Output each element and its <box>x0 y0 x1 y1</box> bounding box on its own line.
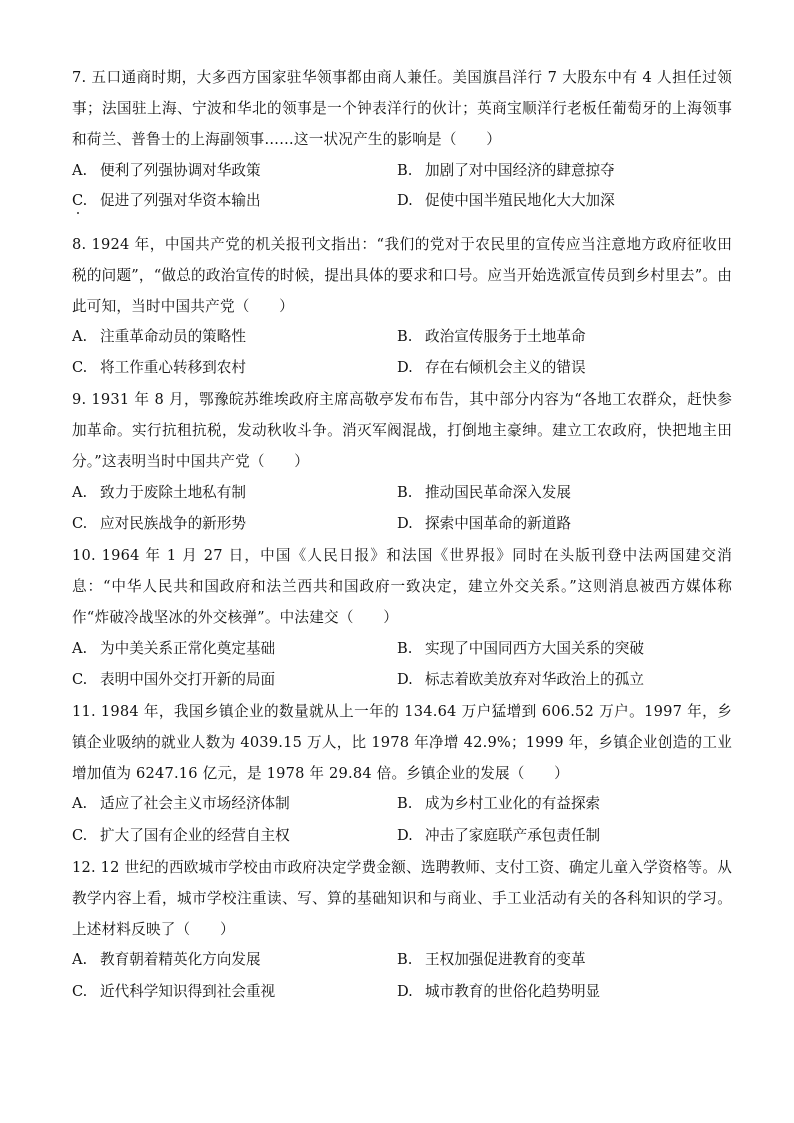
question-12-option-a[interactable] <box>72 950 261 970</box>
option-text: 探索中国革命的新道路 <box>425 515 571 532</box>
option-text: 表明中国外交打开新的局面 <box>100 671 276 688</box>
option-letter: A. <box>72 795 88 812</box>
question-11-stem: 11. 1984 年，我国乡镇企业的数量就从上一年的 134.64 万户猛增到 606.52 万户。1997 年，乡镇企业吸纳的就业人数为 4039.15 万人，比 1978 年净增 42.9%；1999 年，乡镇企业创造的工业增加值为 6247.16 亿元，是 1978 年 29.84 倍。乡镇企业的发展（ ） <box>72 703 732 782</box>
option-text: 便利了列强协调对华政策 <box>100 162 261 179</box>
option-letter: D. <box>397 515 413 532</box>
option-text: 教育朝着精英化方向发展 <box>100 951 261 968</box>
question-8-stem: 8. 1924 年，中国共产党的机关报刊文指出：“我们的党对于农民里的宣传应当注意地方政府征收田税的问题”，“做总的政治宣传的时候，提出具体的要求和口号。应当开始选派宣传员到乡村里去”。由此可知，当时中国共产党（ ） <box>72 236 732 315</box>
option-text: 王权加强促进教育的变革 <box>425 951 586 968</box>
option-text: 成为乡村工业化的有益探索 <box>425 795 601 812</box>
question-7-stem: 7. 五口通商时期，大多西方国家驻华领事都由商人兼任。美国旗昌洋行 7 大股东中有 4 人担任过领事；法国驻上海、宁波和华北的领事是一个钟表洋行的伙计；英商宝顺洋行老板任葡萄牙的上海领事和荷兰、普鲁士的上海副领事……这一状况产生的影响是（ ） <box>72 69 732 148</box>
option-letter: C. <box>72 359 88 376</box>
question-9-option-d[interactable] <box>397 514 571 534</box>
question-7-option-a[interactable] <box>72 161 261 181</box>
question-12-option-b[interactable] <box>397 950 586 970</box>
scan-dot-mark <box>77 212 79 214</box>
option-text: 实现了中国同西方大国关系的突破 <box>425 640 644 657</box>
question-8-option-a[interactable] <box>72 327 246 347</box>
question-9-option-c[interactable] <box>72 514 246 534</box>
option-letter: A. <box>72 951 88 968</box>
question-11-option-d[interactable] <box>397 826 600 846</box>
option-text: 注重革命动员的策略性 <box>100 328 246 345</box>
question-8-option-c[interactable] <box>72 358 246 378</box>
question-9-option-b[interactable] <box>397 483 571 503</box>
question-11-option-b[interactable] <box>397 794 600 814</box>
option-letter: C. <box>72 983 88 1000</box>
option-text: 促使中国半殖民地化大大加深 <box>425 192 615 209</box>
option-text: 城市教育的世俗化趋势明显 <box>425 983 601 1000</box>
question-12-option-d[interactable] <box>397 982 600 1002</box>
question-12-option-c[interactable] <box>72 982 275 1002</box>
option-letter: B. <box>397 162 413 179</box>
option-letter: C. <box>72 192 88 209</box>
question-9-option-a[interactable] <box>72 483 246 503</box>
option-letter: D. <box>397 983 413 1000</box>
option-letter: D. <box>397 827 413 844</box>
question-7-option-d[interactable] <box>397 191 615 211</box>
option-letter: A. <box>72 484 88 501</box>
option-letter: A. <box>72 328 88 345</box>
question-10-option-a[interactable] <box>72 639 275 659</box>
option-letter: B. <box>397 328 413 345</box>
question-10-stem: 10. 1964 年 1 月 27 日，中国《人民日报》和法国《世界报》同时在头版刊登中法两国建交消息：“中华人民共和国政府和法兰西共和国政府一致决定，建立外交关系。”这则消息被西方媒体称作“炸破冷战坚冰的外交核弹”。中法建交（ ） <box>72 547 732 626</box>
option-text: 推动国民革命深入发展 <box>425 484 571 501</box>
question-10-option-c[interactable] <box>72 670 275 690</box>
question-8-option-b[interactable] <box>397 327 586 347</box>
option-text: 扩大了国有企业的经营自主权 <box>100 827 290 844</box>
option-letter: D. <box>397 359 413 376</box>
option-letter: A. <box>72 162 88 179</box>
option-text: 将工作重心转移到农村 <box>100 359 246 376</box>
option-text: 为中美关系正常化奠定基础 <box>100 640 276 657</box>
option-letter: D. <box>397 192 413 209</box>
option-text: 加剧了对中国经济的肆意掠夺 <box>425 162 615 179</box>
question-12-stem: 12. 12 世纪的西欧城市学校由市政府决定学费金额、选聘教师、支付工资、确定儿童入学资格等。从教学内容上看，城市学校注重读、写、算的基础知识和与商业、手工业活动有关的各科知识的学习。上述材料反映了（ ） <box>72 859 732 938</box>
option-letter: D. <box>397 671 413 688</box>
question-11-option-a[interactable] <box>72 794 290 814</box>
question-10-option-b[interactable] <box>397 639 644 659</box>
option-letter: C. <box>72 827 88 844</box>
option-letter: B. <box>397 795 413 812</box>
option-letter: B. <box>397 484 413 501</box>
option-letter: B. <box>397 640 413 657</box>
option-text: 冲击了家庭联产承包责任制 <box>425 827 601 844</box>
question-8-option-d[interactable] <box>397 358 586 378</box>
option-letter: A. <box>72 640 88 657</box>
option-text: 存在右倾机会主义的错误 <box>425 359 586 376</box>
option-text: 适应了社会主义市场经济体制 <box>100 795 290 812</box>
option-text: 应对民族战争的新形势 <box>100 515 246 532</box>
option-text: 标志着欧美放弃对华政治上的孤立 <box>425 671 644 688</box>
option-letter: B. <box>397 951 413 968</box>
question-7-option-b[interactable] <box>397 161 615 181</box>
question-9-stem: 9. 1931 年 8 月，鄂豫皖苏维埃政府主席高敬亭发布布告，其中部分内容为“各地工农群众，赶快参加革命。实行抗租抗税，发动秋收斗争。消灭军阀混战，打倒地主豪绅。建立工农政府，快把地主田分。”这表明当时中国共产党（ ） <box>72 391 732 470</box>
option-text: 近代科学知识得到社会重视 <box>100 983 276 1000</box>
option-letter: C. <box>72 515 88 532</box>
option-letter: C. <box>72 671 88 688</box>
option-text: 政治宣传服务于土地革命 <box>425 328 586 345</box>
option-text: 促进了列强对华资本输出 <box>100 192 261 209</box>
option-text: 致力于废除土地私有制 <box>100 484 246 501</box>
question-10-option-d[interactable] <box>397 670 644 690</box>
question-11-option-c[interactable] <box>72 826 290 846</box>
question-7-option-c[interactable] <box>72 191 261 211</box>
